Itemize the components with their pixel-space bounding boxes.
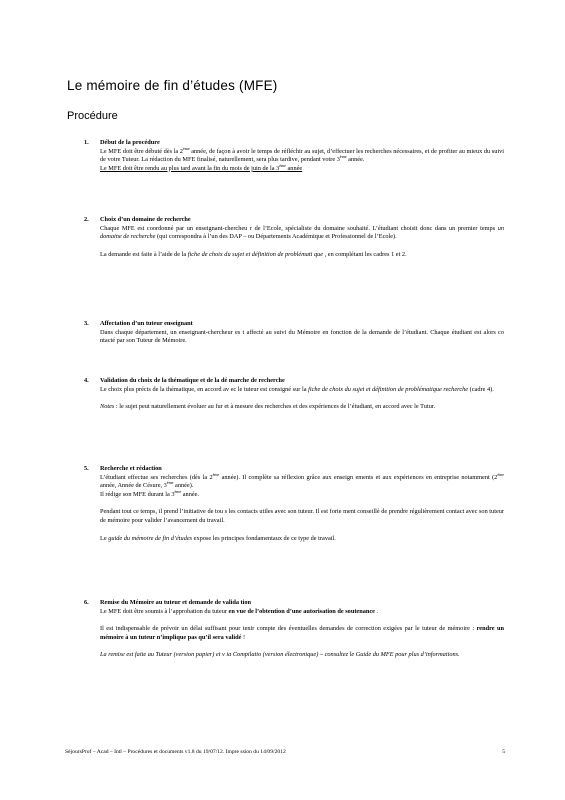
paragraph: Le choix plus précis de la thématique, en accord av ec le tuteur est consigné sur la fiche de choix du sujet et définition de problématique recherche (cadre 4). xyxy=(100,385,494,393)
section-6 xyxy=(84,599,504,660)
paragraph: La remise est faite au Tuteur (version papier) et v ia Compilatio (version électronique) – consultez le Guide du MFE pour plus d’informations. xyxy=(100,651,460,659)
section-4 xyxy=(84,377,504,412)
section-heading: 3. Affectation d’un tuteur enseignant xyxy=(84,320,193,327)
paragraph: Dans chaque département, un enseignant-chercheur es t affecté au suivi du Mémoire en fonction de la demande de l’étudiant. Chaque étudiant est alors co ntacté par son Tuteur de Mémoire. xyxy=(100,328,504,345)
section-heading: 2. Choix d’un domaine de recherche xyxy=(84,216,191,223)
section-heading: 1. Début de la procédure xyxy=(84,139,160,146)
page-number: 5 xyxy=(502,749,505,755)
section-1 xyxy=(84,139,504,173)
paragraph: Il est indispensable de prévoir un délai suffisant pour tenir compte des éventuelles demandes de correction exigées par le tuteur de mémoire : rendre un mémoire à un tuteur n’implique pas qu’il sera validé ! xyxy=(100,625,504,641)
paragraph: L’étudiant effectue ses recherches (dès la 2ème année). Il complète sa réflexion grâce aux enseign ements et aux expériences en entreprise notamment (2ème année, Année de Césure, 3ème année). Il rédige son MFE durant la 3ème année. xyxy=(100,471,504,498)
section-2 xyxy=(84,216,504,259)
note-paragraph: Notes : le sujet peut naturellement évoluer au fur et à mesure des recherches et des expériences de l’étudiant, en accord avec le Tutur. xyxy=(100,403,436,411)
paragraph: La demande est faite à l’aide de la fiche de choix du sujet et définition de problémati que , en complétant les cadres 1 et 2. xyxy=(100,250,407,258)
paragraph: Le guide du mémoire de fin d’études expose les principes fondamentaux de ce type de travail. xyxy=(100,534,336,542)
page-title: Le mémoire de fin d’études (MFE) xyxy=(67,78,278,93)
section-5 xyxy=(84,465,504,543)
paragraph: Chaque MFE est coordonné par un enseignant-chercheu r de l’Ecole, spécialiste du domaine souhaité. L’étudiant choisit donc dans un premier temps un domaine de recherche (qui correspondra à l’un des DAP – ou Départements Académique et Professionnel de l’Ecole). xyxy=(100,224,504,241)
section-heading: 4. Validation du choix de la thématique et de la dé marche de recherche xyxy=(84,377,285,384)
paragraph: Le MFE doit être débuté dès la 2ème année, de façon à avoir le temps de réfléchir au sujet, d’effectuer les recherches nécessaires, et de profiter au mieux du suivi de votre Tuteur. La rédaction du MFE finalisé, naturellement, sera plus tardive, pendant votre 3ème année. xyxy=(100,145,504,164)
section-heading: 6. Remise du Mémoire au tuteur et demande de valida tion xyxy=(84,599,252,606)
page-subtitle: Procédure xyxy=(67,110,118,122)
section-3 xyxy=(84,320,504,346)
section-heading: 5. Recherche et rédaction xyxy=(84,465,162,472)
deadline-note: Le MFE doit être rendu au plus tard avant la fin du mois de juin de la 3ème année xyxy=(100,162,303,172)
page-footer xyxy=(65,749,505,755)
footer-text: SéjoursProf – Acad – Intl – Procédures et documents v1.8 du 19/07/12. Impre ssion du 14/09/2012 xyxy=(65,749,286,755)
paragraph: Pendant tout ce temps, il prend l’initiative de tou s les contacts utiles avec son tuteur. Il est forte ment conseillé de prendre régulièrement contact avec son tuteur de mémoire pour valider l’avancement du travail. xyxy=(100,508,504,524)
paragraph: Le MFE doit être soumis à l’approbation du tuteur en vue de l’obtention d’une autorisation de soutenance . xyxy=(100,607,379,615)
